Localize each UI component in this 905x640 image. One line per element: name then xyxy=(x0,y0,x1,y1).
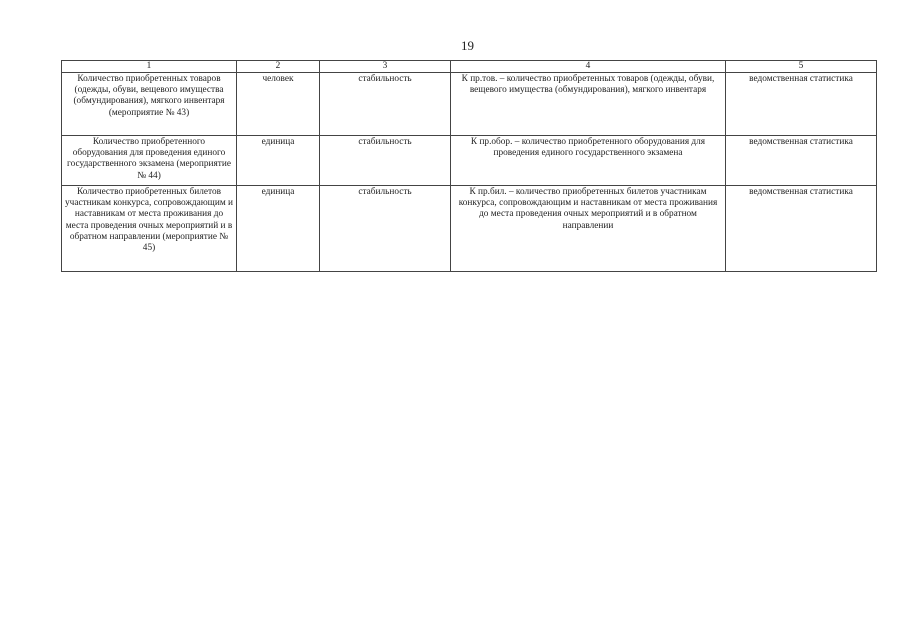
column-header-5: 5 xyxy=(726,61,877,73)
source-cell: ведомственная статистика xyxy=(726,186,877,272)
source-cell: ведомственная статистика xyxy=(726,73,877,136)
formula-cell: К пр.тов. – количество приобретенных товаров (одежды, обуви, вещевого имущества (обмундирования), мягкого инвентаря xyxy=(451,73,726,136)
indicator-cell: Количество приобретенного оборудования для проведения единого государственного экзамена (мероприятие № 44) xyxy=(62,136,237,186)
column-header-4: 4 xyxy=(451,61,726,73)
dynamics-cell: стабильность xyxy=(320,73,451,136)
column-header-3: 3 xyxy=(320,61,451,73)
formula-cell: К пр.бил. – количество приобретенных билетов участникам конкурса, сопровождающим и наставникам от места проживания до места проведения очных мероприятий и в обратном направлении xyxy=(451,186,726,272)
page-number: 19 xyxy=(461,38,474,53)
table-row xyxy=(62,186,877,272)
table-header xyxy=(62,61,877,73)
table-row xyxy=(62,136,877,186)
indicators-table xyxy=(61,60,877,272)
column-header-1: 1 xyxy=(62,61,237,73)
header-row xyxy=(62,61,877,73)
dynamics-cell: стабильность xyxy=(320,186,451,272)
table-row xyxy=(62,73,877,136)
indicator-cell: Количество приобретенных билетов участникам конкурса, сопровождающим и наставникам от места проживания до места проведения очных мероприятий и в обратном направлении (мероприятие № 45) xyxy=(62,186,237,272)
indicator-cell: Количество приобретенных товаров (одежды, обуви, вещевого имущества (обмундирования), мягкого инвентаря (мероприятие № 43) xyxy=(62,73,237,136)
unit-cell: единица xyxy=(237,136,320,186)
unit-cell: единица xyxy=(237,186,320,272)
table-body xyxy=(62,73,877,272)
source-cell: ведомственная статистика xyxy=(726,136,877,186)
dynamics-cell: стабильность xyxy=(320,136,451,186)
formula-cell: К пр.обор. – количество приобретенного оборудования для проведения единого государственного экзамена xyxy=(451,136,726,186)
unit-cell: человек xyxy=(237,73,320,136)
column-header-2: 2 xyxy=(237,61,320,73)
